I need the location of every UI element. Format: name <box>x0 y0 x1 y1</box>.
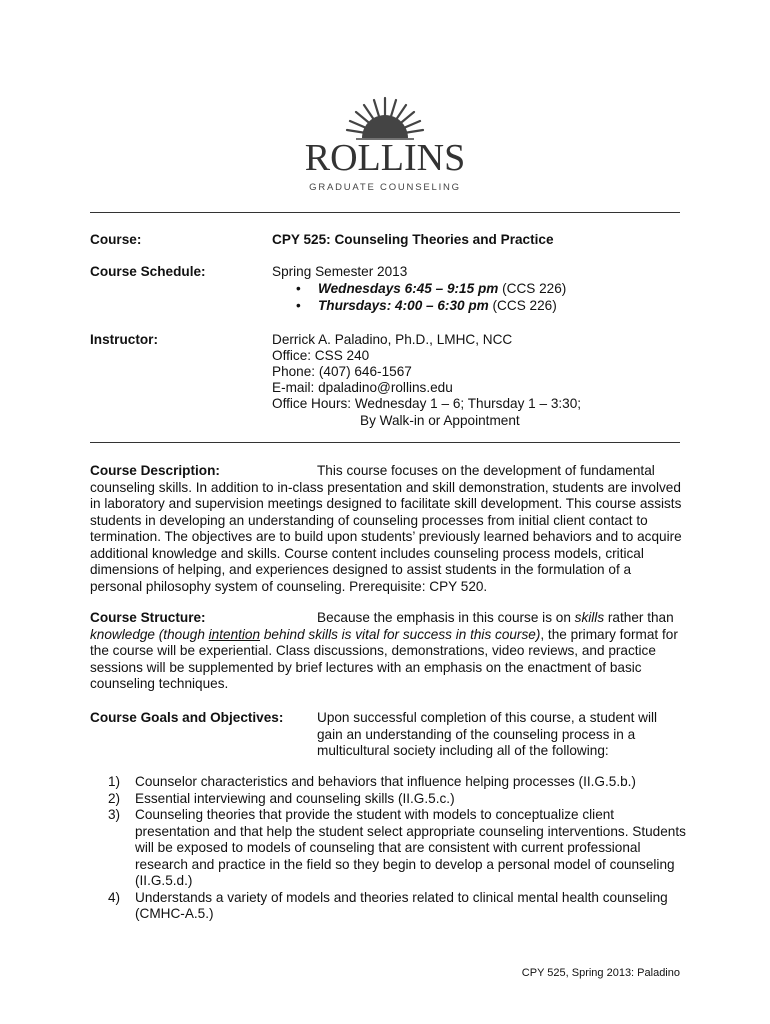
office-hours-note: By Walk-in or Appointment <box>360 413 520 428</box>
sunburst-icon <box>300 92 470 140</box>
session-thursday: Thursdays: 4:00 – 6:30 pm (CCS 226) <box>318 298 557 313</box>
office-hours: Office Hours: Wednesday 1 – 6; Thursday 1 – 3:30; <box>272 396 582 411</box>
logo-subtitle: GRADUATE COUNSELING <box>309 182 461 193</box>
instructor-email: E-mail: dpaladino@rollins.edu <box>272 380 453 395</box>
goals-label: Course Goals and Objectives: <box>90 710 284 725</box>
course-label: Course: <box>90 232 142 247</box>
schedule-label: Course Schedule: <box>90 264 206 279</box>
instructor-name: Derrick A. Paladino, Ph.D., LMHC, NCC <box>272 332 513 347</box>
list-item: 2) Essential interviewing and counseling skills (II.G.5.c.) <box>108 790 455 806</box>
course-structure: Course Structure: Because the emphasis in this course is on skills rather than knowledge (though intention behind skills is vital for success in this course), the primary format for the course will be experiential. Class discussions, demonstrations, video reviews, and practice sessions will be supplemented by brief lectures with an emphasis on the enactment of basic counseling techniques. <box>90 610 678 691</box>
description-text: This course focuses on the development of fundamental counseling skills. In addition to in-class presentation and skill demonstration, students are involved in laboratory and supervision meetings designed to facilitate skill development. This course assists students in developing an understanding of counseling processes from initial client contact to termination. The objectives are to build upon students’ previously learned behaviors and to acquire additional knowledge and skills. Course content includes counseling process models, critical dimensions of helping, and experiences designed to assist students in the formulation of a personal philosophy system of counseling. Prerequisite: CPY 520. <box>90 463 682 594</box>
course-description <box>90 463 682 595</box>
instructor-phone: Phone: (407) 646-1567 <box>272 364 412 379</box>
instructor-office: Office: CSS 240 <box>272 348 370 363</box>
rollins-logo <box>300 92 470 192</box>
bottom-divider <box>90 442 680 443</box>
list-item: 4) Understands a variety of models and theories related to clinical mental health counseling (CMHC-A.5.) <box>108 889 668 921</box>
course-title: CPY 525: Counseling Theories and Practice <box>272 232 554 247</box>
list-item: 3) Counseling theories that provide the student with models to conceptualize client presentation and that help the student select appropriate counseling interventions. Students will be exposed to models of counseling that are consistent with current professional research and practice in the field so they begin to develop a personal model of counseling (II.G.5.d.) <box>108 807 686 888</box>
list-item: 1) Counselor characteristics and behaviors that influence helping processes (II.G.5.b.) <box>108 774 636 789</box>
goals-intro: Upon successful completion of this course, a student will gain an understanding of the counseling process in a multicultural society including all of the following: <box>317 710 658 758</box>
instructor-label: Instructor: <box>90 332 158 347</box>
bullet-icon: • <box>296 298 301 313</box>
goals-list <box>108 774 688 923</box>
session-wednesday: Wednesdays 6:45 – 9:15 pm (CCS 226) <box>318 281 567 296</box>
schedule-term: Spring Semester 2013 <box>272 264 408 279</box>
description-label: Course Description: <box>90 463 220 478</box>
top-divider <box>90 212 680 213</box>
bullet-icon: • <box>296 281 301 296</box>
logo-wordmark: ROLLINS <box>304 137 466 179</box>
structure-label: Course Structure: <box>90 610 206 625</box>
page-footer: CPY 525, Spring 2013: Paladino <box>521 967 680 979</box>
